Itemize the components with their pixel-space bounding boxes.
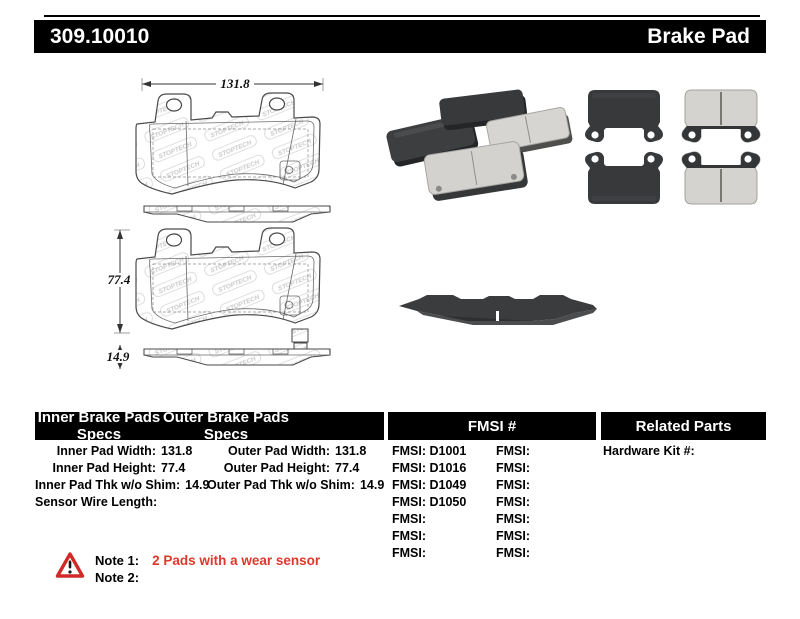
- fmsi-header-bar: [388, 412, 596, 440]
- fmsi-cell-left: FMSI: D1050: [392, 495, 467, 509]
- spec-row: [207, 460, 387, 477]
- fmsi-cell-left: FMSI: D1049: [392, 478, 467, 492]
- spec-value: 77.4: [161, 461, 186, 475]
- part-number: 309.10010: [50, 24, 150, 48]
- spec-row: [35, 477, 210, 494]
- fmsi-cell-left: FMSI: D1016: [392, 461, 467, 475]
- pad-front-view-top: [136, 93, 320, 194]
- spec-label: Inner Pad Height:: [52, 461, 156, 475]
- flat-pad-friction-bottom: [682, 152, 760, 204]
- spec-label: Inner Pad Width:: [56, 444, 156, 458]
- flat-pad-backing-bottom: [585, 152, 663, 204]
- fmsi-row: [392, 528, 592, 545]
- note-1-label: Note 1:: [95, 553, 140, 568]
- flat-pad-backing-top: [585, 90, 663, 142]
- fmsi-cell-right: FMSI:: [496, 546, 531, 560]
- spec-value: 14.9: [185, 478, 210, 492]
- header-bar: [34, 20, 766, 53]
- product-photo-angled: [382, 88, 574, 206]
- fmsi-row: [392, 494, 592, 511]
- fmsi-cell-left: FMSI:: [392, 512, 427, 526]
- dimension-thickness: [98, 345, 139, 369]
- note-1-text: 2 Pads with a wear sensor: [152, 553, 321, 568]
- spec-label: Inner Pad Thk w/o Shim:: [35, 478, 181, 492]
- top-rule: [44, 15, 760, 17]
- outer-specs-column: [207, 443, 387, 494]
- fmsi-cell-right: FMSI:: [496, 495, 531, 509]
- fmsi-cell-left: FMSI:: [392, 546, 427, 560]
- spec-label: Sensor Wire Length:: [35, 495, 158, 509]
- spec-row: [35, 443, 207, 460]
- inner-specs-column: [35, 443, 210, 511]
- dimension-height-label: 77.4: [107, 272, 131, 287]
- spec-value: 131.8: [335, 444, 367, 458]
- note-2-label: Note 2:: [95, 570, 140, 585]
- fmsi-row: [392, 443, 592, 460]
- dimension-width: [142, 76, 323, 91]
- flat-pad-friction-top: [682, 90, 760, 142]
- fmsi-row: [392, 477, 592, 494]
- related-parts-column: [603, 443, 768, 460]
- fmsi-cell-right: FMSI:: [496, 512, 531, 526]
- fmsi-cell-left: FMSI:: [392, 529, 427, 543]
- spec-label: Outer Pad Thk w/o Shim:: [207, 478, 355, 492]
- dimension-width-label: 131.8: [220, 76, 250, 91]
- spec-label: Outer Pad Width:: [228, 444, 330, 458]
- product-title: Brake Pad: [647, 24, 750, 48]
- spec-row: [35, 460, 207, 477]
- spec-row: [207, 443, 387, 460]
- product-photo-flat: [582, 86, 764, 208]
- fmsi-cell-right: FMSI:: [496, 529, 531, 543]
- warning-triangle-icon: [55, 551, 85, 579]
- outer-specs-header: Outer Brake Pads Specs: [163, 409, 289, 443]
- pad-edge-view-bottom: [144, 349, 330, 365]
- note-2: [95, 569, 320, 586]
- notes-block: [95, 552, 320, 586]
- related-parts-header: Related Parts: [635, 417, 732, 435]
- spec-value: 14.9: [359, 478, 385, 492]
- dimension-thickness-label: 14.9: [106, 349, 130, 364]
- specs-header-bar: [35, 409, 384, 443]
- pad-front-view-bottom: [136, 228, 320, 329]
- spec-row: [35, 494, 207, 511]
- spec-value: [733, 443, 768, 460]
- dimension-height: [100, 230, 139, 333]
- fmsi-column: [392, 443, 592, 562]
- fmsi-cell-right: FMSI:: [496, 461, 531, 475]
- spec-row: [207, 477, 387, 494]
- spec-value: 77.4: [335, 461, 360, 475]
- spec-label: Outer Pad Height:: [223, 461, 330, 475]
- technical-drawing: [50, 55, 340, 385]
- related-parts-header-bar: [601, 412, 766, 440]
- fmsi-header: FMSI #: [467, 417, 517, 435]
- fmsi-row: [392, 545, 592, 562]
- spec-row: [603, 443, 768, 460]
- note-1: [95, 552, 320, 569]
- fmsi-cell-right: FMSI:: [496, 478, 531, 492]
- product-photo-edge: [393, 287, 603, 333]
- spec-value: 131.8: [161, 444, 193, 458]
- fmsi-cell-left: FMSI: D1001: [392, 444, 467, 458]
- fmsi-row: [392, 460, 592, 477]
- inner-specs-header: Inner Brake Pads Specs: [37, 409, 161, 443]
- spec-label: Hardware Kit #:: [603, 444, 695, 458]
- pad-edge-view-top: [144, 206, 330, 222]
- spec-value: [157, 494, 207, 511]
- fmsi-row: [392, 511, 592, 528]
- fmsi-cell-right: FMSI:: [496, 444, 531, 458]
